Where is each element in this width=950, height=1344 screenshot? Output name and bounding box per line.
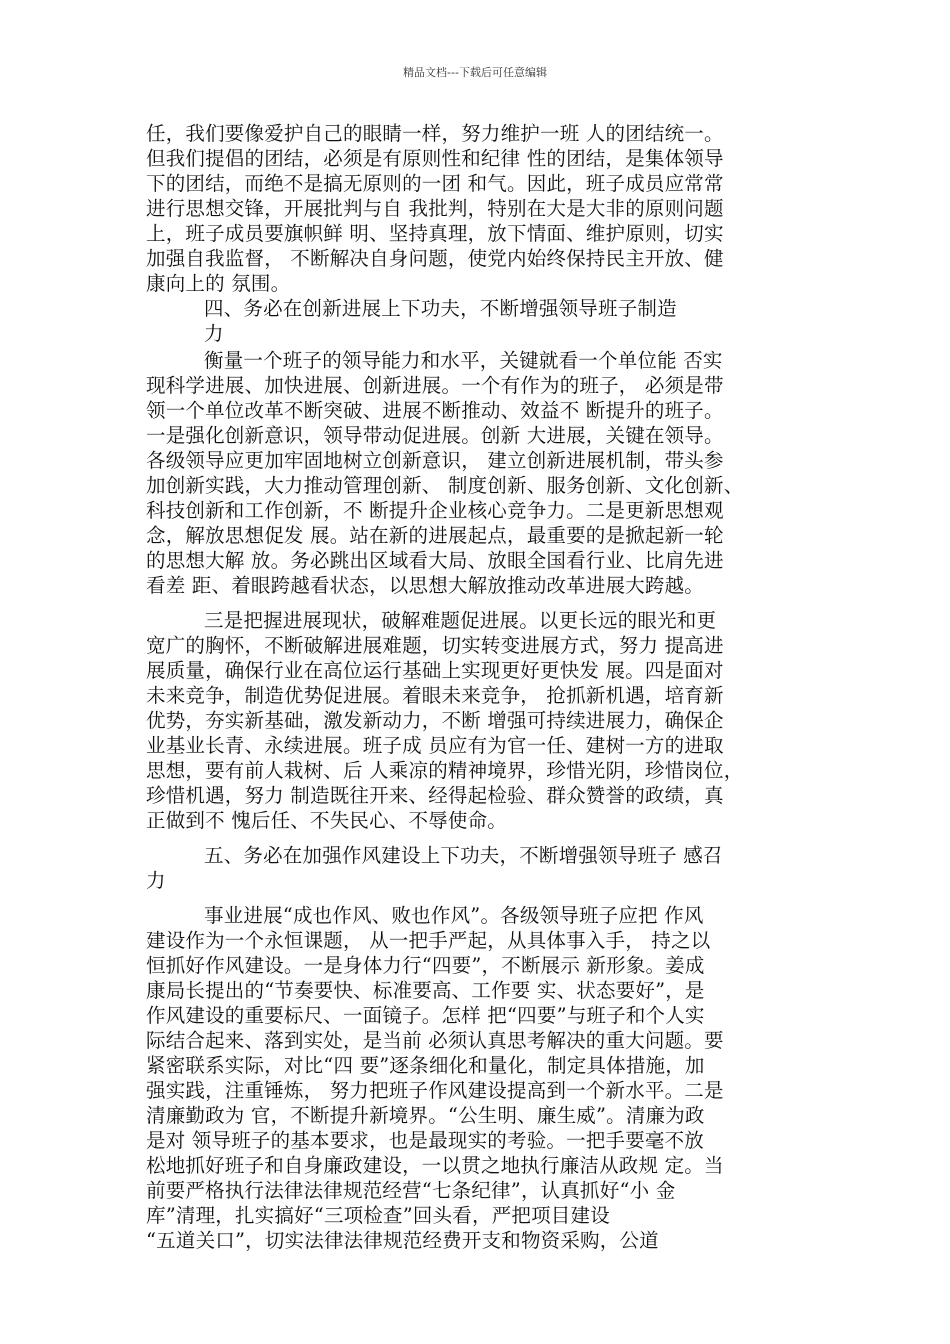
section-heading-5: 五、务必在加强作风建设上下功夫，不断增强领导班子 感召: [204, 844, 723, 867]
text-line: 建设作为一个永恒课题， 从一把手严起，从具体事入手， 持之以: [146, 929, 711, 952]
text-line: 一是强化创新意识，领导带动促进展。创新 大进展，关键在领导。: [146, 424, 724, 447]
document-body: [146, 121, 826, 1278]
text-line: 领一个单位改革不断突破、进展不断推动、效益不 断提升的班子。: [146, 399, 724, 422]
text-line: 康局长提出的“节奏要快、标准要高、工作要 实、状态要好”，是: [146, 979, 705, 1002]
text-line: 现科学进展、加快进展、创新进展。一个有作为的班子， 必须是带: [146, 374, 724, 397]
text-line: 任，我们要像爱护自己的眼睛一样，努力维护一班 人的团结统一。: [146, 122, 724, 145]
text-line: 际结合起来、落到实处，是当前 必须认真思考解决的重大问题。要: [146, 1029, 724, 1052]
text-line: 康向上的 氛围。: [146, 272, 291, 295]
text-line: 未来竞争，制造优势促进展。着眼未来竞争， 抢抓新机遇，培育新: [146, 684, 724, 707]
text-line: 前要严格执行法律法律规范经营“七条纪律”，认真抓好“小 金: [146, 1179, 676, 1202]
section-heading-5-cont: 力: [146, 869, 166, 892]
paragraph-start: 三是把握进展现状，破解难题促进展。以更长远的眼光和更: [204, 609, 717, 632]
section-heading-4: 四、务必在创新进展上下功夫，不断增强领导班子制造: [204, 297, 677, 320]
paragraph-start: [146, 1253, 826, 1278]
text-line: 思想，要有前人栽树、后 人乘凉的精神境界，珍惜光阴，珍惜岗位，: [146, 759, 744, 782]
text-line: 展质量，确保行业在高位运行基础上实现更好更快发 展。四是面对: [146, 659, 724, 682]
text-line: 珍惜机遇，努力 制造既往开来、经得起检验、群众赞誉的政绩，真: [146, 784, 724, 807]
text-line: 强实践，注重锤炼， 努力把班子作风建设提高到一个新水平。二是: [146, 1079, 724, 1102]
text-line: 看差 距、着眼跨越看状态，以思想大解放推动改革进展大跨越。: [146, 574, 704, 597]
paragraph-start: 事业进展“成也作风、败也作风”。各级领导班子应把 作风: [204, 904, 704, 927]
paragraph-start: 衡量一个班子的领导能力和水平，关键就看一个单位能 否实: [204, 349, 723, 372]
text-line: 念，解放思想促发 展。站在新的进展起点，最重要的是掀起新一轮: [146, 524, 724, 547]
text-line: “五道关口”，切实法律法律规范经费开支和物资采购，公道: [146, 1229, 659, 1252]
section-heading-4-cont: 力: [204, 322, 224, 345]
text-line: 加创新实践，大力推动管理创新、 制度创新、服务创新、文化创新、: [146, 474, 744, 497]
text-line: 作风建设的重要标尺、一面镜子。怎样 把“四要”与班子和个人实: [146, 1004, 705, 1027]
text-line: 上，班子成员要旗帜鲜 明、坚持真理，放下情面、维护原则，切实: [146, 222, 724, 245]
text-line: 进行思想交锋，开展批判与自 我批判，特别在大是大非的原则问题: [146, 197, 724, 220]
text-line: 恒抓好作风建设。一是身体力行“四要”，不断展示 新形象。姜成: [146, 954, 705, 977]
text-line: 各级领导应更加牢固地树立创新意识， 建立创新进展机制，带头参: [146, 449, 724, 472]
text-line: 科技创新和工作创新，不 断提升企业核心竞争力。二是更新思想观: [146, 499, 724, 522]
text-line: 清廉勤政为 官，不断提升新境界。“公生明、廉生威”。清廉为政: [146, 1104, 705, 1127]
text-line: 下的团结，而绝不是搞无原则的一团 和气。因此，班子成员应常常: [146, 172, 724, 195]
text-line: 的思想大解 放。务必跳出区域看大局、放眼全国看行业、比肩先进: [146, 549, 724, 572]
text-line: 优势，夯实新基础，激发新动力，不断 增强可持续进展力，确保企: [146, 709, 724, 732]
text-line: 是对 领导班子的基本要求，也是最现实的考验。一把手要毫不放: [146, 1129, 704, 1152]
text-line: 但我们提倡的团结，必须是有原则性和纪律 性的团结，是集体领导: [146, 147, 724, 170]
text-line: 宽广的胸怀，不断破解进展难题，切实转变进展方式，努力 提高进: [146, 634, 724, 657]
text-line: 紧密联系实际，对比“四 要”逐条细化和量化，制定具体措施，加: [146, 1054, 705, 1077]
text-line: 库”清理，扎实搞好“三项检查”回头看，严把项目建设: [146, 1204, 610, 1227]
text-line: 加强自我监督， 不断解决自身问题，使党内始终保持民主开放、健: [146, 247, 724, 270]
page-header: 精品文档---下载后可任意编辑: [403, 66, 547, 79]
text-line: 业基业长青、永续进展。班子成 员应有为官一任、建树一方的进取: [146, 734, 724, 757]
text-line: 松地抓好班子和自身廉政建设，一以贯之地执行廉洁从政规 定。当: [146, 1154, 724, 1177]
text-line: 正做到不 愧后任、不失民心、不辱使命。: [146, 809, 507, 832]
